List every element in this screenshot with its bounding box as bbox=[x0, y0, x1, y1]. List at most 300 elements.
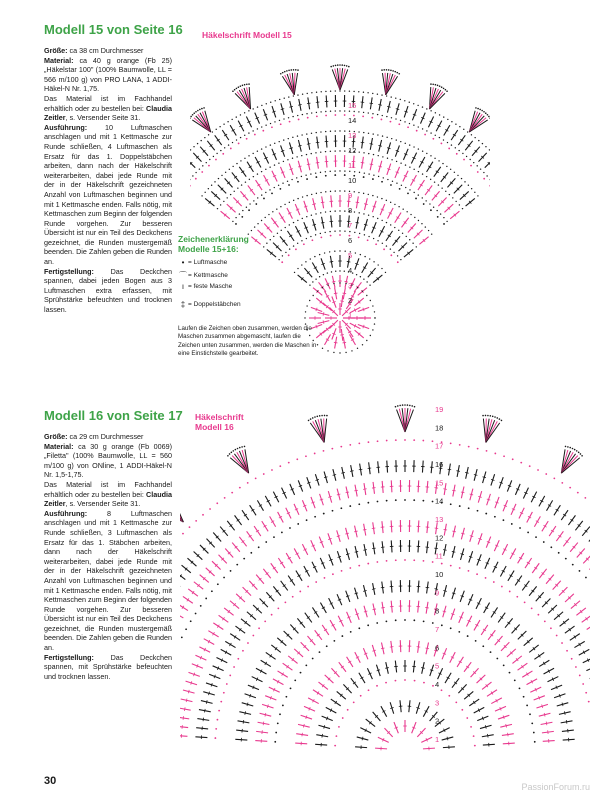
chain-stitch bbox=[237, 658, 239, 660]
chain-stitch bbox=[329, 231, 330, 232]
chain-stitch bbox=[421, 223, 422, 224]
stitch-mark bbox=[337, 536, 340, 537]
chain-stitch bbox=[488, 116, 490, 118]
chain-stitch bbox=[334, 174, 336, 176]
chain-stitch bbox=[306, 154, 307, 155]
chain-stitch bbox=[199, 168, 200, 169]
stitch-mark bbox=[372, 589, 376, 590]
chain-stitch bbox=[395, 559, 397, 561]
chain-stitch bbox=[252, 153, 253, 154]
round-number: 11 bbox=[435, 551, 443, 561]
chain-stitch bbox=[383, 177, 384, 178]
chain-stitch bbox=[251, 230, 252, 231]
chain-stitch bbox=[483, 172, 484, 173]
chain-stitch bbox=[441, 86, 443, 88]
chain-stitch bbox=[448, 695, 450, 697]
chain-stitch bbox=[323, 450, 325, 452]
chain-stitch bbox=[409, 102, 410, 103]
chain-stitch bbox=[339, 234, 341, 236]
chain-stitch bbox=[358, 91, 359, 92]
round-number: 10 bbox=[348, 176, 357, 185]
stitch-mark bbox=[307, 103, 311, 104]
chain-stitch bbox=[314, 416, 316, 418]
chain-stitch bbox=[353, 111, 354, 112]
stitch-mark bbox=[323, 312, 324, 315]
chain-stitch bbox=[240, 160, 241, 161]
chain-stitch bbox=[236, 88, 238, 90]
chain-stitch bbox=[266, 103, 267, 104]
chain-stitch bbox=[297, 523, 299, 525]
chain-stitch bbox=[413, 619, 415, 621]
chain-stitch bbox=[311, 112, 312, 113]
chain-stitch bbox=[297, 115, 298, 116]
stitch-mark bbox=[180, 717, 189, 719]
chain-stitch bbox=[330, 235, 332, 237]
chain-stitch bbox=[450, 169, 451, 170]
chain-stitch bbox=[381, 69, 383, 71]
chain-stitch bbox=[520, 462, 522, 464]
chain-stitch bbox=[367, 502, 369, 504]
chain-stitch bbox=[455, 123, 456, 124]
chain-stitch bbox=[486, 450, 488, 452]
chain-stitch bbox=[478, 140, 479, 141]
chain-stitch bbox=[366, 295, 367, 296]
chain-stitch bbox=[364, 234, 365, 235]
chain-stitch bbox=[569, 447, 571, 449]
stitch-mark bbox=[328, 538, 331, 539]
chain-stitch bbox=[470, 159, 471, 160]
chain-stitch bbox=[284, 601, 286, 603]
chain-stitch bbox=[438, 160, 439, 161]
stitch-mark bbox=[451, 614, 454, 615]
chain-stitch bbox=[367, 563, 369, 565]
stitch-mark bbox=[404, 111, 407, 112]
chain-stitch bbox=[319, 651, 321, 653]
chain-stitch bbox=[257, 106, 258, 107]
chain-stitch bbox=[253, 176, 254, 177]
chain-stitch bbox=[397, 261, 399, 263]
stitch-mark bbox=[542, 704, 543, 707]
stitch-mark bbox=[452, 490, 456, 491]
stitch-mark bbox=[452, 531, 456, 532]
chain-stitch bbox=[232, 142, 233, 143]
chain-stitch bbox=[320, 192, 321, 193]
stitch-mark bbox=[378, 105, 382, 106]
chain-stitch bbox=[268, 214, 269, 215]
chain-stitch bbox=[297, 268, 298, 269]
stitch-mark bbox=[387, 148, 390, 149]
chain-stitch bbox=[333, 283, 334, 284]
chain-stitch bbox=[396, 161, 397, 162]
chain-stitch bbox=[273, 536, 275, 538]
chain-stitch bbox=[441, 689, 443, 691]
chain-stitch bbox=[316, 416, 318, 418]
chain-stitch bbox=[423, 682, 425, 684]
chain-stitch bbox=[358, 442, 360, 444]
stitch-mark bbox=[355, 593, 358, 594]
chain-stitch bbox=[386, 245, 387, 246]
chain-stitch bbox=[395, 118, 396, 119]
stitch-mark bbox=[359, 469, 363, 470]
chain-stitch bbox=[344, 110, 345, 111]
chain-stitch bbox=[556, 635, 558, 637]
chain-stitch bbox=[274, 164, 275, 165]
chain-stitch bbox=[466, 156, 467, 157]
chain-stitch bbox=[330, 131, 331, 132]
chain-stitch bbox=[261, 105, 262, 106]
chain-stitch bbox=[278, 163, 279, 164]
chain-stitch bbox=[341, 635, 343, 637]
chain-stitch bbox=[297, 69, 299, 71]
chain-stitch bbox=[315, 172, 316, 173]
chain-stitch bbox=[550, 546, 552, 548]
round-number: 14 bbox=[348, 116, 357, 125]
chain-stitch bbox=[368, 194, 369, 195]
chain-stitch bbox=[382, 135, 383, 136]
chain-stitch bbox=[416, 246, 417, 247]
chain-stitch bbox=[529, 465, 531, 467]
chain-stitch bbox=[371, 117, 373, 119]
chain-stitch bbox=[301, 134, 302, 135]
chain-stitch bbox=[588, 701, 590, 703]
stitch-mark bbox=[364, 224, 367, 225]
chain-stitch bbox=[579, 675, 581, 677]
stitch-mark bbox=[250, 694, 251, 697]
chain-stitch bbox=[333, 352, 334, 353]
chain-stitch bbox=[392, 70, 394, 72]
chain-stitch bbox=[224, 497, 226, 499]
model15-availability-post: , s. Versender Seite 31. bbox=[65, 113, 141, 123]
chain-stitch bbox=[290, 687, 292, 689]
stitch-mark bbox=[321, 202, 325, 203]
chain-stitch bbox=[446, 166, 447, 167]
single-crochet-icon: ı bbox=[181, 282, 185, 291]
chain-stitch bbox=[339, 64, 341, 66]
chain-stitch bbox=[367, 92, 368, 93]
chain-stitch bbox=[395, 619, 397, 621]
chain-stitch bbox=[293, 69, 295, 71]
watermark: PassionForum.ru bbox=[521, 782, 590, 792]
chain-stitch bbox=[435, 84, 437, 86]
chain-stitch bbox=[344, 65, 346, 67]
chain-stitch bbox=[288, 70, 290, 72]
chain-stitch bbox=[271, 614, 273, 616]
chain-stitch bbox=[344, 174, 346, 176]
stitch-mark bbox=[180, 726, 188, 727]
chain-stitch bbox=[529, 713, 531, 715]
chain-stitch bbox=[381, 119, 383, 121]
stitch-mark bbox=[350, 471, 354, 472]
chain-stitch bbox=[303, 243, 305, 245]
stitch-mark bbox=[364, 611, 367, 612]
chain-stitch bbox=[476, 573, 478, 575]
model16-size-value: ca 29 cm Durchmesser bbox=[67, 432, 144, 441]
chain-stitch bbox=[386, 116, 387, 117]
stitch-mark bbox=[582, 615, 590, 622]
chain-stitch bbox=[459, 444, 461, 446]
stitch-mark bbox=[363, 591, 366, 592]
model16-chart-label-line1: Häkelschrift bbox=[195, 412, 244, 422]
chain-stitch bbox=[324, 577, 326, 579]
chain-stitch bbox=[407, 126, 409, 128]
chain-stitch bbox=[239, 487, 241, 489]
model15-title: Modell 15 von Seite 16 bbox=[44, 22, 183, 37]
chain-stitch bbox=[423, 620, 425, 622]
chain-stitch bbox=[255, 477, 257, 479]
model15-material-value: ca 40 g orange (Fb 25) „Häkelstar 100" (100% Baumwolle, LL = 566 m/100 g) von PRO LANA, 1 ADDI-Häkel-N Nr. 1,75. bbox=[44, 55, 172, 94]
chain-stitch bbox=[279, 188, 281, 190]
chain-stitch bbox=[447, 119, 448, 120]
chain-stitch bbox=[330, 151, 331, 152]
chain-stitch bbox=[418, 220, 419, 221]
chain-stitch bbox=[204, 192, 205, 193]
stitch-mark bbox=[321, 222, 325, 223]
chain-stitch bbox=[368, 441, 370, 443]
chain-stitch bbox=[418, 194, 419, 195]
chain-stitch bbox=[190, 117, 191, 119]
chain-stitch bbox=[264, 620, 266, 622]
chain-stitch bbox=[190, 185, 191, 187]
chain-stitch bbox=[228, 144, 229, 145]
chain-stitch bbox=[353, 91, 354, 92]
chain-stitch bbox=[225, 172, 226, 173]
stitch-mark bbox=[355, 551, 358, 552]
chain-stitch bbox=[334, 745, 336, 747]
chain-stitch bbox=[430, 155, 431, 156]
chain-stitch bbox=[387, 179, 388, 180]
chain-stitch bbox=[253, 200, 254, 201]
chain-stitch bbox=[404, 439, 406, 441]
chain-stitch bbox=[333, 65, 335, 67]
chain-stitch bbox=[430, 209, 432, 211]
chain-stitch bbox=[531, 607, 533, 609]
model15-execution-label: Ausführung: bbox=[44, 122, 88, 132]
stitch-mark bbox=[381, 648, 385, 649]
chain-stitch bbox=[279, 120, 280, 121]
chain-stitch bbox=[192, 114, 194, 116]
chain-stitch bbox=[335, 130, 336, 131]
stitch-mark bbox=[312, 204, 315, 205]
stitch-mark bbox=[487, 499, 490, 500]
chain-stitch bbox=[544, 620, 546, 622]
chain-stitch bbox=[323, 513, 325, 515]
chain-stitch bbox=[486, 175, 487, 176]
chain-stitch bbox=[527, 532, 529, 534]
chain-stitch bbox=[494, 416, 496, 418]
chain-stitch bbox=[345, 283, 346, 284]
chain-stitch bbox=[304, 317, 305, 318]
chain-stitch bbox=[201, 171, 203, 173]
stitch-mark bbox=[332, 281, 336, 282]
chain-stitch bbox=[409, 123, 410, 124]
chain-stitch bbox=[232, 450, 234, 452]
chain-stitch bbox=[404, 100, 405, 101]
chain-stitch bbox=[234, 191, 235, 192]
chain-stitch bbox=[468, 446, 470, 448]
chain-stitch bbox=[392, 181, 393, 182]
chain-stitch bbox=[339, 282, 340, 283]
chain-stitch bbox=[279, 713, 281, 715]
stitch-mark bbox=[485, 725, 486, 728]
chain-stitch bbox=[238, 86, 240, 88]
chain-stitch bbox=[254, 226, 255, 227]
chain-stitch bbox=[261, 126, 262, 127]
model16-finishing-value: Das Deckchen spannen, mit Sprühstärke befeuchten und trocknen lassen. bbox=[44, 652, 172, 681]
chain-stitch bbox=[413, 125, 414, 126]
chain-stitch bbox=[372, 329, 373, 330]
chain-stitch bbox=[249, 179, 250, 180]
chain-stitch bbox=[485, 513, 487, 515]
chain-stitch bbox=[373, 154, 374, 155]
chain-stitch bbox=[290, 69, 292, 71]
chain-stitch bbox=[413, 192, 414, 193]
stitch-mark bbox=[373, 206, 376, 207]
stitch-mark bbox=[372, 528, 376, 529]
chain-stitch bbox=[494, 516, 496, 518]
chain-stitch bbox=[311, 194, 312, 195]
chain-stitch bbox=[325, 115, 327, 117]
stitch-mark bbox=[265, 713, 266, 716]
chain-stitch bbox=[368, 689, 370, 691]
chain-stitch bbox=[373, 133, 374, 134]
chain-stitch bbox=[400, 99, 401, 100]
chain-stitch bbox=[362, 344, 363, 345]
chain-stitch bbox=[244, 112, 245, 113]
chain-stitch bbox=[490, 651, 492, 653]
stitch-mark bbox=[316, 162, 320, 163]
chain-stitch bbox=[458, 631, 460, 633]
chain-stitch bbox=[391, 96, 392, 97]
model16-chart-label-line2: Modell 16 bbox=[195, 422, 234, 432]
round-number: 5 bbox=[348, 251, 353, 260]
chain-stitch bbox=[422, 151, 423, 152]
chain-stitch bbox=[395, 680, 397, 682]
chain-stitch bbox=[501, 420, 503, 422]
chain-stitch bbox=[368, 112, 369, 113]
chain-stitch bbox=[291, 179, 292, 180]
chain-stitch bbox=[223, 577, 225, 579]
stitch-mark bbox=[338, 556, 341, 557]
chain-stitch bbox=[381, 181, 383, 183]
page-number: 30 bbox=[44, 775, 57, 787]
chain-stitch bbox=[366, 340, 367, 341]
chain-stitch bbox=[308, 420, 310, 422]
chain-stitch bbox=[197, 110, 199, 112]
model15-availability-name: Claudia Zeitler bbox=[44, 103, 172, 123]
chain-stitch bbox=[575, 666, 577, 668]
round-number: 12 bbox=[435, 533, 444, 543]
chain-stitch bbox=[235, 217, 236, 218]
chain-stitch bbox=[463, 159, 465, 161]
chain-stitch bbox=[216, 129, 217, 130]
chain-stitch bbox=[305, 174, 306, 175]
chain-stitch bbox=[344, 114, 346, 116]
chain-stitch bbox=[257, 197, 258, 198]
chain-stitch bbox=[324, 415, 326, 417]
chain-stitch bbox=[293, 200, 294, 201]
chain-stitch bbox=[232, 221, 233, 222]
chain-stitch bbox=[239, 213, 240, 214]
chain-stitch bbox=[363, 132, 364, 133]
stitch-mark bbox=[180, 708, 191, 710]
model16-material-label: Material: bbox=[44, 441, 74, 451]
chain-stitch bbox=[285, 252, 286, 253]
stitch-mark bbox=[416, 707, 419, 708]
stitch-mark bbox=[452, 551, 455, 552]
chain-stitch bbox=[358, 565, 360, 567]
stitch-mark bbox=[323, 320, 324, 323]
chain-stitch bbox=[320, 111, 321, 112]
chain-stitch bbox=[202, 165, 203, 166]
chain-stitch bbox=[280, 123, 282, 125]
chain-stitch bbox=[440, 143, 442, 145]
stitch-mark bbox=[566, 720, 567, 724]
chain-stitch bbox=[404, 499, 406, 501]
chain-stitch bbox=[294, 272, 295, 273]
chain-stitch bbox=[299, 591, 301, 593]
chain-stitch bbox=[372, 178, 374, 180]
chain-stitch bbox=[344, 90, 345, 91]
chain-stitch bbox=[414, 680, 416, 682]
chain-stitch bbox=[330, 111, 331, 112]
stitch-mark bbox=[447, 737, 448, 740]
stitch-mark bbox=[478, 496, 481, 497]
chain-stitch bbox=[190, 116, 192, 118]
stitch-mark bbox=[503, 715, 504, 718]
chain-stitch bbox=[377, 440, 379, 442]
chain-stitch bbox=[301, 264, 302, 265]
stitch-mark bbox=[186, 699, 187, 703]
chain-stitch bbox=[459, 505, 461, 507]
chain-stitch bbox=[430, 179, 431, 180]
round-number: 2 bbox=[435, 716, 440, 726]
stitch-mark bbox=[491, 479, 494, 480]
chain-stitch bbox=[385, 682, 387, 684]
stitch-mark bbox=[483, 477, 486, 478]
chain-stitch bbox=[314, 453, 316, 455]
chain-stitch bbox=[496, 658, 498, 660]
model15-execution-value: 10 Luftmaschen anschlagen und mit 1 Kettmasche zur Runde schließen, 4 Luftmaschen als Ersatz für das 1. Doppelstäbchen arbeiten, dann nach der Häkelschrift weiterarbeiten, dabei jede Runde mit der in der Häkelschrift gezeichneten Anzahl von Luftmaschen beginnen und mit 1 Kettmasche enden. Falls nötig, mit Kettmaschen zum Beginn der folgenden Runde vorgehen. Zur besseren Übersicht ist nur ein Teil des Deckchens gezeichnet, die Runden mustergemäß beenden. Die Zahlen geben die Runden an. bbox=[44, 122, 172, 267]
chain-stitch bbox=[368, 215, 369, 216]
chain-stitch bbox=[257, 173, 258, 174]
stitch-mark bbox=[564, 711, 565, 715]
model15-availability-pre: Das Material ist im Fachhandel erhältlich oder zu bestellen bei: bbox=[44, 93, 172, 113]
chain-stitch bbox=[224, 147, 225, 148]
chain-stitch bbox=[391, 117, 392, 118]
chain-stitch bbox=[211, 590, 213, 592]
chain-stitch bbox=[443, 223, 445, 225]
chain-stitch bbox=[310, 258, 311, 259]
chain-stitch bbox=[565, 558, 567, 560]
chain-stitch bbox=[283, 161, 284, 162]
chain-stitch bbox=[391, 138, 392, 139]
chain-stitch bbox=[381, 198, 382, 199]
chain-stitch bbox=[329, 251, 330, 252]
chain-stitch bbox=[459, 567, 461, 569]
stitch-mark bbox=[247, 703, 248, 706]
stitch-mark bbox=[372, 548, 376, 549]
chain-stitch bbox=[363, 278, 364, 279]
chain-stitch bbox=[270, 144, 271, 145]
stitch-mark bbox=[469, 556, 472, 557]
stitch-mark bbox=[324, 725, 325, 728]
chain-stitch bbox=[571, 658, 573, 660]
chain-stitch bbox=[490, 415, 492, 417]
round-number: 16 bbox=[435, 460, 444, 469]
chain-stitch bbox=[479, 109, 481, 111]
stitch-mark bbox=[430, 670, 433, 671]
stitch-mark bbox=[180, 604, 188, 610]
